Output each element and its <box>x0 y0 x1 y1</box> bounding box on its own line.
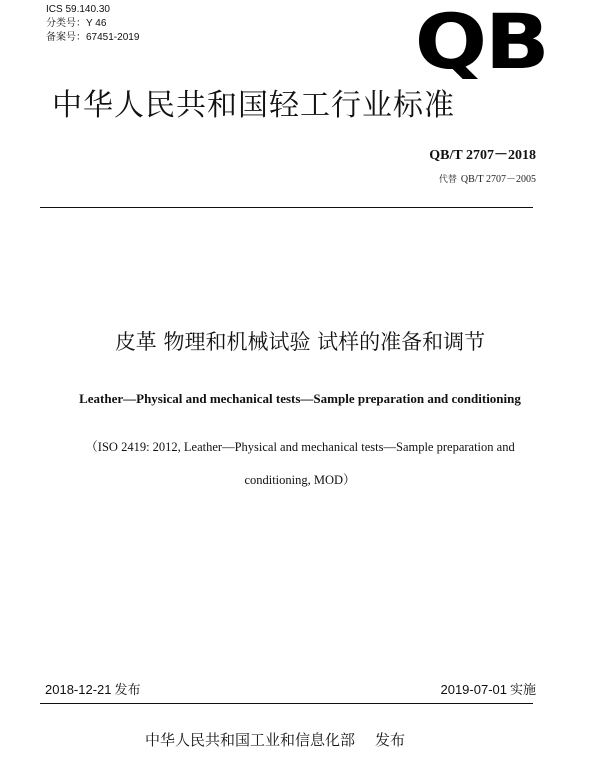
top-divider <box>40 207 533 208</box>
publish-date-block <box>45 681 141 700</box>
chinese-title: 皮革 物理和机械试验 试样的准备和调节 <box>114 330 486 354</box>
classification-code: 分类号：Y 46 <box>46 18 107 29</box>
standard-number: QB/T 2707－2018 <box>429 148 536 163</box>
issuer-name: 中华人民共和国工业和信息化部 <box>145 731 356 749</box>
implement-label: 实施 <box>509 683 536 698</box>
publish-label: 发布 <box>114 683 141 698</box>
standard-category-title: 中华人民共和国轻工行业标准 <box>52 88 455 123</box>
record-number: 备案号：67451-2019 <box>46 32 140 43</box>
qb-logo: QB <box>415 0 548 86</box>
iso-equivalence-line-1: （ISO 2419: 2012, Leather—Physical and mechanical tests—Sample preparation and <box>85 440 515 454</box>
issuer-line <box>145 730 405 750</box>
ics-code: ICS 59.140.30 <box>46 4 110 15</box>
issue-label: 发布 <box>375 731 406 749</box>
replaces-line <box>439 170 536 185</box>
replaces-number: QB/T 2707－2005 <box>460 174 536 185</box>
bottom-divider <box>40 703 533 704</box>
replaces-label: 代替 <box>438 175 457 185</box>
english-title: Leather—Physical and mechanical tests—Sample preparation and conditioning <box>79 391 521 406</box>
publish-date: 2018-12-21 <box>45 682 112 697</box>
implement-date-block <box>440 681 536 700</box>
iso-equivalence-line-2: conditioning, MOD） <box>244 473 356 487</box>
implement-date: 2019-07-01 <box>440 682 507 697</box>
